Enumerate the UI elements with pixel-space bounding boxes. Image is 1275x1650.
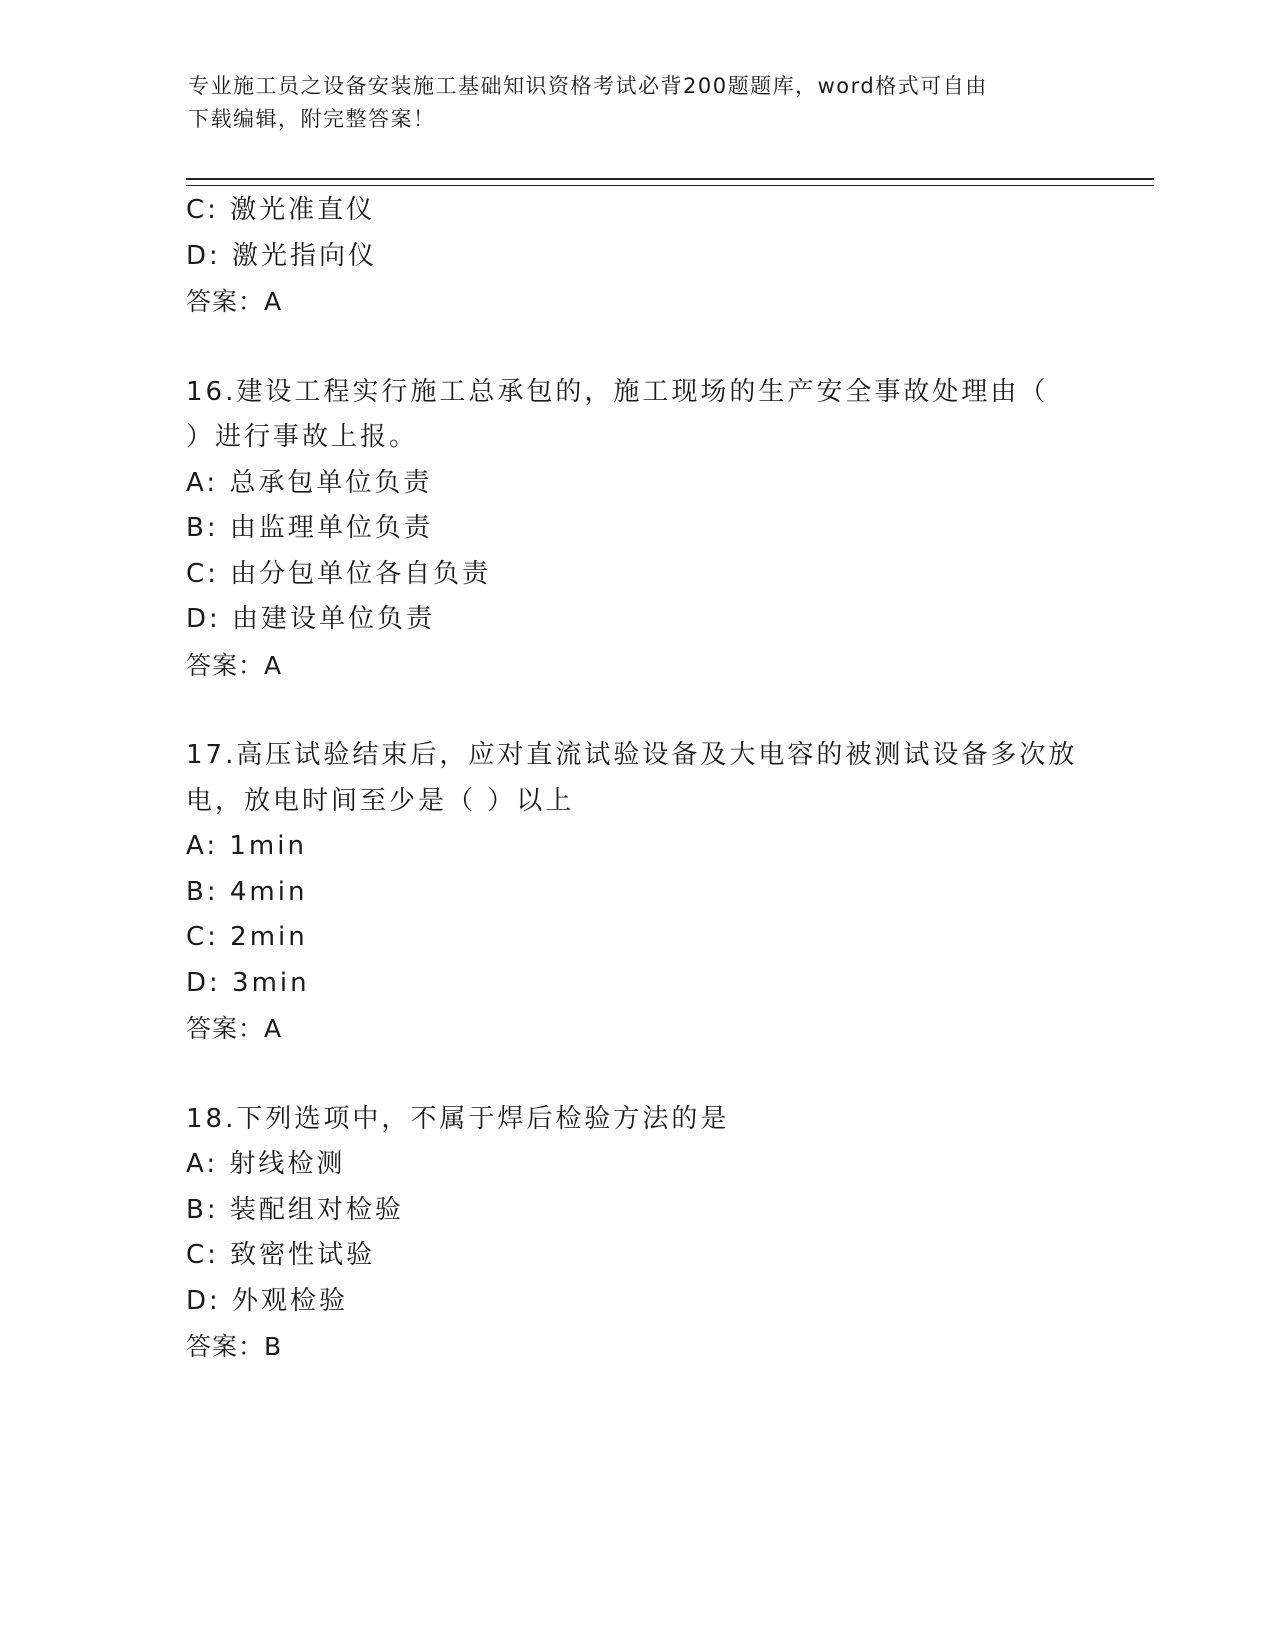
option-c: C: 激光准直仪 (186, 195, 376, 225)
answer: 答案：B (186, 1332, 283, 1361)
option-b: B: 装配组对检验 (186, 1194, 404, 1225)
answer: 答案：A (186, 287, 283, 316)
option-a: A: 总承包单位负责 (186, 467, 433, 498)
document-body (186, 188, 1086, 1370)
option-d: D: 激光指向仪 (186, 240, 378, 271)
option-d: D: 外观检验 (186, 1285, 349, 1316)
option-a: A: 射线检测 (186, 1149, 346, 1179)
answer: 答案：A (186, 1014, 283, 1043)
header-title-line1: 专业施工员之设备安装施工基础知识资格考试必背200题题库，word格式可自由 (188, 74, 988, 98)
page-header (188, 70, 1088, 136)
question-text-line2: ）进行事故上报。 (186, 422, 419, 452)
header-title-line2: 下载编辑，附完整答案！ (188, 107, 436, 131)
option-d: D: 3min (186, 967, 310, 998)
header-divider (186, 178, 1154, 186)
question-text-line1: 16.建设工程实行施工总承包的，施工现场的生产安全事故处理由（ (186, 376, 1049, 407)
question-15 (186, 188, 1086, 325)
question-text-line2: 电，放电时间至少是（ ）以上 (186, 785, 575, 816)
question-text-line1: 17.高压试验结束后，应对直流试验设备及大电容的被测试设备多次放 (186, 740, 1078, 770)
question-text-line1: 18.下列选项中，不属于焊后检验方法的是 (186, 1103, 730, 1134)
option-c: C: 2min (186, 922, 308, 952)
option-a: A: 1min (186, 831, 307, 861)
question-16 (186, 370, 1086, 689)
option-c: C: 由分包单位各自负责 (186, 558, 492, 589)
question-17 (186, 733, 1086, 1052)
answer: 答案：A (186, 650, 283, 680)
option-b: B: 由监理单位负责 (186, 513, 433, 543)
option-c: C: 致密性试验 (186, 1240, 376, 1270)
option-d: D: 由建设单位负责 (186, 604, 436, 634)
option-b: B: 4min (186, 876, 308, 907)
question-18 (186, 1097, 1086, 1370)
